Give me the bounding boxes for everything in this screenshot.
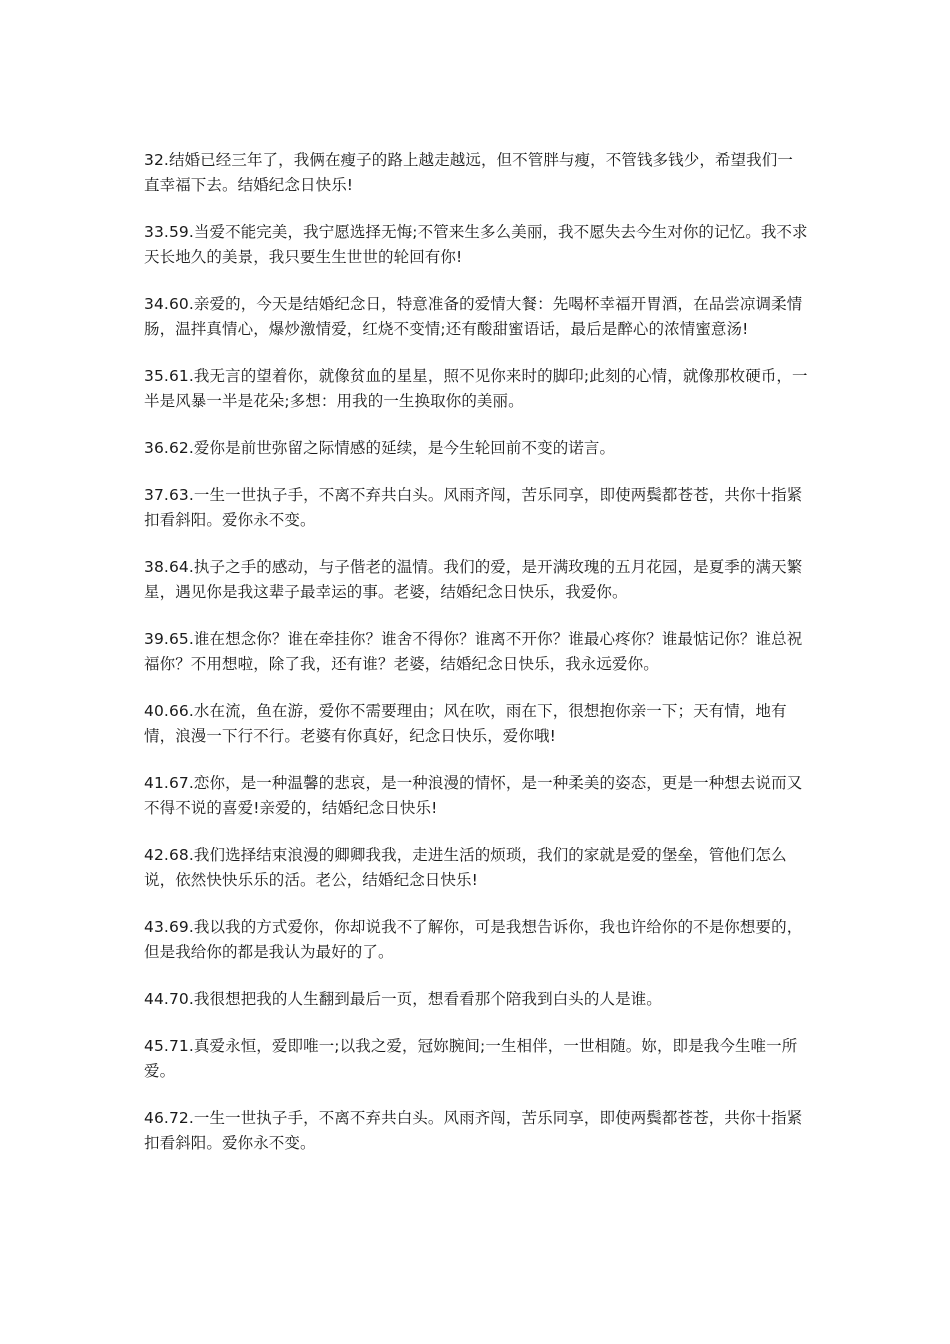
paragraph-36: 36.62.爱你是前世弥留之际情感的延续，是今生轮回前不变的诺言。 <box>144 439 616 457</box>
paragraph-35: 35.61.我无言的望着你，就像贫血的星星，照不见你来时的脚印;此刻的心情，就像那枚硬币，一半是风暴一半是花朵;多想：用我的一生换取你的美丽。 <box>144 367 808 410</box>
paragraph-44: 44.70.我很想把我的人生翻到最后一页，想看看那个陪我到白头的人是谁。 <box>144 990 662 1008</box>
paragraph-33: 33.59.当爱不能完美，我宁愿选择无悔;不管来生多么美丽，我不愿失去今生对你的记忆。我不求天长地久的美景，我只要生生世世的轮回有你! <box>144 223 808 266</box>
paragraph-34: 34.60.亲爱的，今天是结婚纪念日，特意准备的爱情大餐：先喝杯幸福开胃酒，在品尝凉调柔情肠，温拌真情心，爆炒激情爱，红烧不变情;还有酸甜蜜语话，最后是醉心的浓情蜜意汤! <box>144 295 803 338</box>
paragraph-45: 45.71.真爱永恒，爱即唯一;以我之爱，冠妳腕间;一生相伴，一世相随。妳，即是我今生唯一所爱。 <box>144 1037 798 1080</box>
document-body <box>144 148 808 1178</box>
paragraph-40: 40.66.水在流，鱼在游，爱你不需要理由；风在吹，雨在下，很想抱你亲一下；天有情，地有情，浪漫一下行不行。老婆有你真好，纪念日快乐，爱你哦! <box>144 702 787 745</box>
paragraph-37: 37.63.一生一世执子手，不离不弃共白头。风雨齐闯，苦乐同享，即使两鬓都苍苍，共你十指紧扣看斜阳。爱你永不变。 <box>144 486 803 529</box>
paragraph-46: 46.72.一生一世执子手，不离不弃共白头。风雨齐闯，苦乐同享，即使两鬓都苍苍，共你十指紧扣看斜阳。爱你永不变。 <box>144 1109 803 1152</box>
paragraph-42: 42.68.我们选择结束浪漫的卿卿我我，走进生活的烦琐，我们的家就是爱的堡垒，管他们怎么说，依然快快乐乐的活。老公，结婚纪念日快乐! <box>144 846 787 889</box>
paragraph-32: 32.结婚已经三年了，我俩在瘦子的路上越走越远，但不管胖与瘦，不管钱多钱少，希望我们一直幸福下去。结婚纪念日快乐! <box>144 151 793 194</box>
paragraph-39: 39.65.谁在想念你？谁在牵挂你？谁舍不得你？谁离不开你？谁最心疼你？谁最惦记你？谁总祝福你？不用想啦，除了我，还有谁？老婆，结婚纪念日快乐，我永远爱你。 <box>144 630 803 673</box>
paragraph-43: 43.69.我以我的方式爱你，你却说我不了解你，可是我想告诉你，我也许给你的不是你想要的，但是我给你的都是我认为最好的了。 <box>144 918 803 961</box>
paragraph-41: 41.67.恋你，是一种温馨的悲哀，是一种浪漫的情怀，是一种柔美的姿态，更是一种想去说而又不得不说的喜爱!亲爱的，结婚纪念日快乐! <box>144 774 803 817</box>
paragraph-38: 38.64.执子之手的感动，与子偕老的温情。我们的爱，是开满玫瑰的五月花园，是夏季的满天繁星，遇见你是我这辈子最幸运的事。老婆，结婚纪念日快乐，我爱你。 <box>144 558 803 601</box>
